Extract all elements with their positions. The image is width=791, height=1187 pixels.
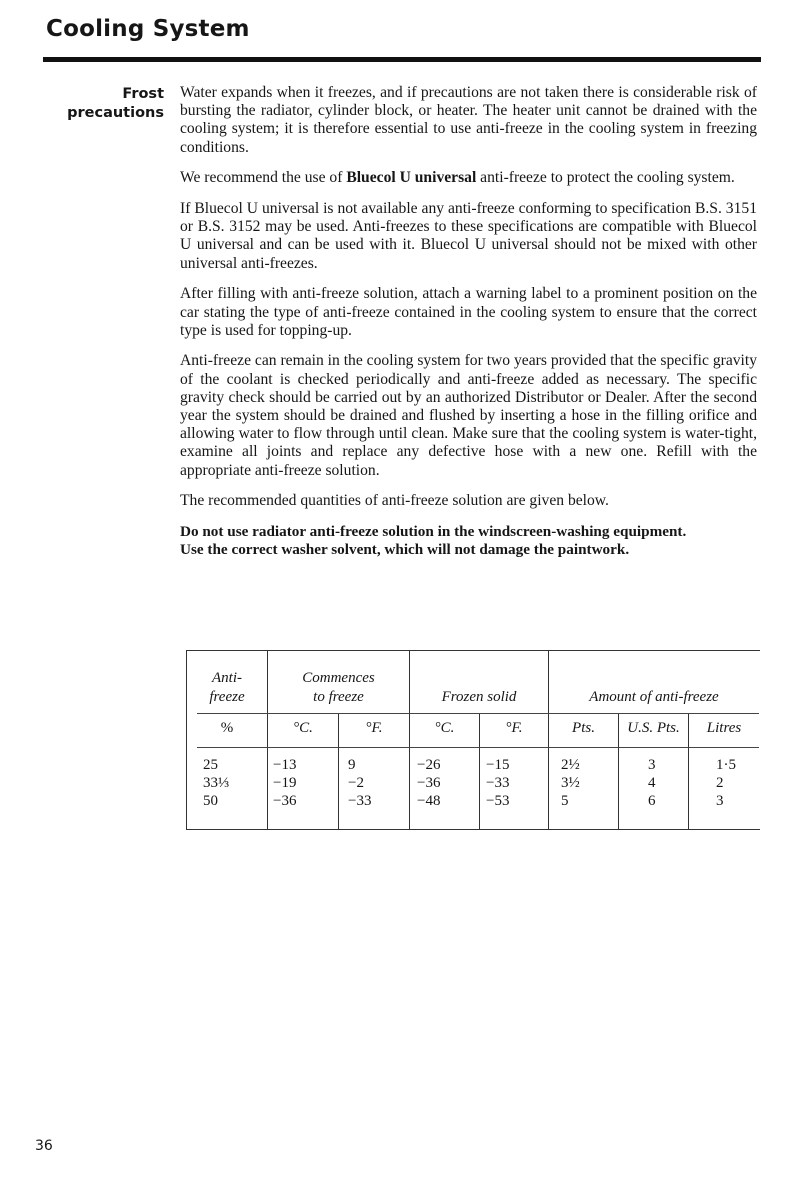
table-cell: 2½ [561,757,580,773]
unit-us-pts: U.S. Pts. [627,720,680,736]
table-cell: 5 [561,793,569,809]
product-name: Bluecol U universal [346,169,477,187]
column-pts [561,756,613,810]
unit-commences-f: °F. [365,720,383,736]
table-cell: 50 [203,793,218,809]
paragraph-quantities-intro: The recommended quantities of anti-freeze solution are given below. [180,492,609,510]
header-antifreeze [187,669,267,707]
table-cell: −36 [417,775,441,791]
table-cell: −15 [486,757,510,773]
header-antifreeze-line-2: freeze [209,689,245,705]
paragraph-maintenance: Anti-freeze can remain in the cooling system for two years provided that the specific gravity of the coolant is checked periodically and anti-freeze added as necessary. The specific gravity check should be carried out by an authorized Distributor or Dealer. After the second year the system should be drained and flushed by inserting a hose in the filling orifice and allowing water to flow through until clean. Make sure that the cooling system is water-tight, examine all joints and replace any defective hose with a new one. Refill with the appropriate anti-freeze solution. [180,352,757,479]
unit-percent: % [220,720,234,736]
column-us-pts [648,756,684,810]
paragraph-recommendation [180,169,757,187]
column-frozen-c [417,756,475,810]
header-commences [268,669,409,707]
table-rule [197,747,759,748]
table-cell: 3 [648,757,656,773]
header-antifreeze-line-1: Anti- [212,670,242,686]
header-commences-line-1: Commences [302,670,375,686]
table-cell: 3½ [561,775,580,791]
recommendation-post: anti-freeze to protect the cooling system. [476,169,735,187]
paragraph-freezing-risk: Water expands when it freezes, and if precautions are not taken there is considerable risk of bursting the radiator, cylinder block, or heater. The heater unit cannot be drained with the cooling system; it is therefore essential to use anti-freeze in the cooling system in freezing conditions. [180,84,757,156]
column-percent [203,756,263,810]
page-title: Cooling System [46,16,250,42]
warning-line-1: Do not use radiator anti-freeze solution in the windscreen-washing equipment. [180,523,687,541]
unit-commences-c: °C. [293,720,313,736]
section-heading [40,85,164,123]
table-rule [409,651,410,829]
unit-frozen-c: °C. [434,720,455,736]
table-cell: 33⅓ [203,775,230,791]
title-rule [43,57,761,62]
unit-litres: Litres [706,720,742,736]
antifreeze-table [186,650,760,830]
table-rule [548,651,549,829]
table-cell: −33 [348,793,372,809]
table-cell: 4 [648,775,656,791]
paragraph-alternatives: If Bluecol U universal is not available any anti-freeze conforming to specification B.S. 3151 or B.S. 3152 may be used. Anti-freezes to these specifications are compatible with Bluecol U universal and can be used with it. Bluecol U universal should not be mixed with other universal anti-freezes. [180,200,757,272]
unit-pts: Pts. [572,720,595,736]
table-cell: −19 [273,775,297,791]
table-cell: −48 [417,793,441,809]
header-frozen: Frozen solid [441,689,517,705]
section-heading-line-1: Frost [122,86,164,102]
warning-line-2: Use the correct washer solvent, which will not damage the paintwork. [180,541,630,559]
table-cell: 3 [716,793,724,809]
table-cell: −36 [273,793,297,809]
header-amount: Amount of anti-freeze [589,689,719,705]
table-cell: 6 [648,793,656,809]
table-cell: −26 [417,757,441,773]
header-commences-line-2: to freeze [313,689,364,705]
column-commences-f [348,756,403,810]
recommendation-pre: We recommend the use of [180,169,347,187]
table-cell: −53 [486,793,510,809]
section-heading-line-2: precautions [67,105,164,121]
column-litres [716,756,756,810]
table-cell: 9 [348,757,356,773]
column-frozen-f [486,756,544,810]
column-commences-c [273,756,333,810]
unit-frozen-f: °F. [505,720,523,736]
table-cell: 1·5 [716,757,736,773]
table-cell: −2 [348,775,364,791]
table-cell: −13 [273,757,297,773]
table-cell: 25 [203,757,218,773]
warning-note [180,523,757,559]
body-text [180,84,757,572]
table-rule [197,713,759,714]
table-cell: 2 [716,775,724,791]
table-cell: −33 [486,775,510,791]
paragraph-warning-label: After filling with anti-freeze solution, attach a warning label to a prominent position on the car stating the type of anti-freeze contained in the cooling system to ensure that the correct type is used for topping-up. [180,285,757,339]
page-number: 36 [35,1138,53,1154]
